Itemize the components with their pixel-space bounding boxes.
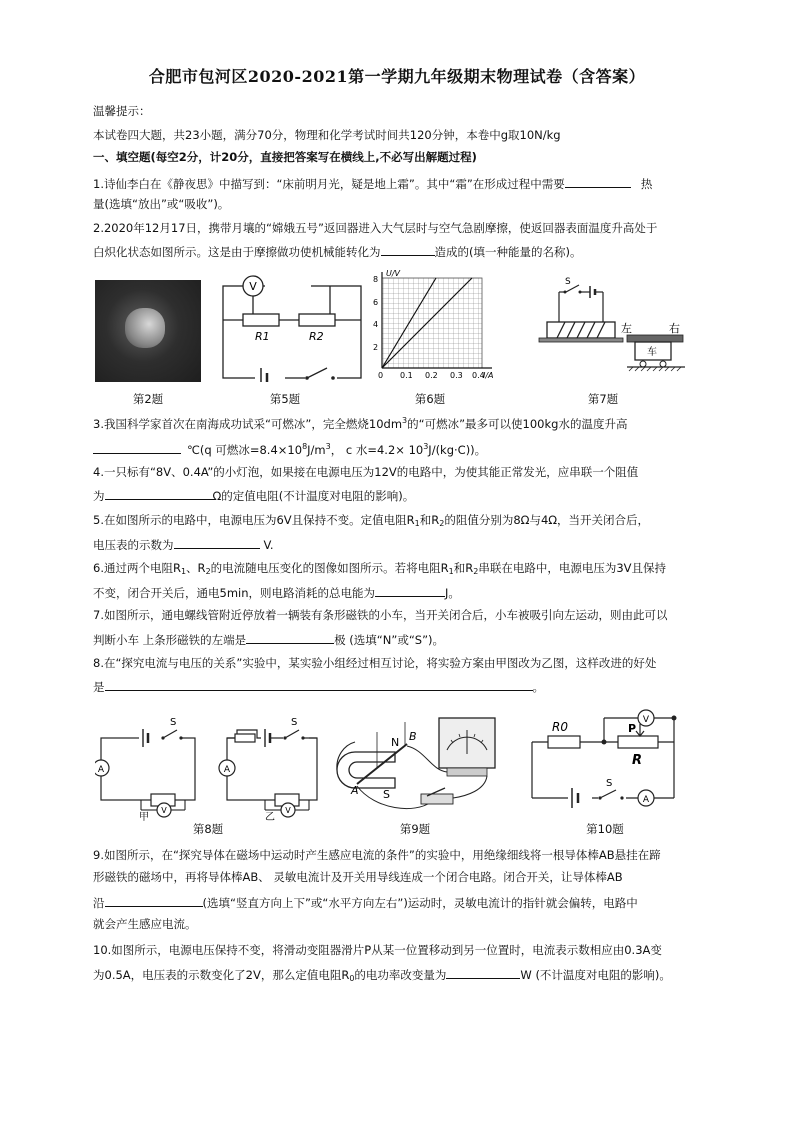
q9-cont-3: 就会产生感应电流。	[93, 917, 197, 931]
q3-sup-2: 8	[302, 442, 308, 451]
q6-text: 6.通过两个电阻R	[93, 561, 181, 575]
tip-label: 温馨提示：	[93, 104, 151, 118]
exam-description: 本试卷四大题，共23小题，满分70分，物理和化学考试时间共120分钟，本卷中g取10N/kg	[93, 128, 561, 142]
x-tick-0.1: 0.1	[400, 371, 413, 380]
q10-cont	[93, 966, 671, 982]
r0-label: R0	[552, 720, 568, 734]
resistor-r2	[299, 314, 335, 326]
q4-blank[interactable]	[105, 487, 213, 500]
caption-fig5: 第5题	[269, 392, 301, 406]
q9-cont-2	[93, 894, 638, 910]
q6-text-3: 的电流随电压变化的图像如图所示。若将电阻R	[210, 561, 449, 575]
r2-label: R2	[309, 330, 324, 343]
circuit-jia	[95, 717, 195, 822]
capsule-icon	[125, 308, 165, 348]
q3-text: 3.我国科学家首次在南海成功试采“可燃冰”，完全燃烧10dm	[93, 417, 403, 431]
ammeter-label: A	[97, 765, 105, 775]
switch-label: S	[170, 717, 177, 728]
q7-text: 判断小车 上条形磁铁的左端是	[93, 633, 247, 647]
q9-cont: 形磁铁的磁场中，再将导体棒AB、 灵敏电流计及开关用导线连成一个闭合电路。闭合开关，让导体棒AB	[93, 870, 623, 884]
right-label: 右	[669, 322, 680, 335]
q2-cont	[93, 243, 581, 259]
voltmeter-label: V	[161, 806, 167, 815]
q5-sub-2: 2	[439, 519, 445, 528]
q2-text-2: 造成的(填一种能量的名称)。	[434, 245, 582, 259]
q6-text-5: 串联在电路中，电源电压为3V且保持	[478, 561, 667, 575]
q10-sub: 0	[349, 974, 355, 983]
x-tick-0.3: 0.3	[450, 371, 463, 380]
q10-text: 为0.5A，电压表的示数变化了2V，那么定值电阻R	[93, 968, 350, 982]
q5-text-3: 的阻值分别为8Ω与4Ω，当开关闭合后，	[444, 513, 650, 527]
question-2: 2.2020年12月17日，携带月壤的“嫦娥五号”返回器进入大气层时与空气急剧摩擦，使返回器表面温度升高处于	[93, 221, 658, 235]
y-tick-6: 6	[373, 298, 379, 307]
q1-text: 1.诗仙李白在《静夜思》中描写到：“床前明月光，疑是地上霜”。其中“霜”在形成过程中需要	[93, 177, 565, 191]
question-4: 4.一只标有“8V、0.4A”的小灯泡，如果接在电源电压为12V的电路中，为使其能正常发光，应串联一个阻值	[93, 465, 639, 479]
question-3	[93, 417, 627, 431]
question-1	[93, 175, 652, 191]
q9-text-2: (选填“竖直方向上下”或“水平方向左右”)运动时，灵敏电流计的指针就会偏转，电路中	[202, 896, 638, 910]
q6-text-7: J。	[445, 586, 460, 600]
page-title: 合肥市包河区2020-2021第一学期九年级期末物理试卷（含答案）	[148, 67, 646, 86]
figure-8-circuits	[95, 712, 319, 822]
r-label: R	[632, 753, 643, 768]
yi-label: 乙	[265, 812, 275, 822]
q10-text-2: 的电功率改变量为	[354, 968, 447, 982]
q5-cont	[93, 536, 274, 552]
car-label: 车	[647, 347, 657, 358]
q3-formula-4: J/(kg·C))。	[428, 443, 487, 457]
horseshoe-magnet-icon	[337, 752, 395, 788]
q5-text-2: 和R	[419, 513, 440, 527]
caption-fig8: 第8题	[192, 822, 224, 836]
q6-text-4: 和R	[453, 561, 474, 575]
q5-blank[interactable]	[174, 536, 260, 549]
q6-blank[interactable]	[375, 584, 445, 597]
q5-text-5: V.	[263, 538, 274, 552]
left-label: 左	[621, 322, 632, 335]
q6-sub: 1	[180, 567, 187, 576]
q3-formula-2: J/m	[307, 443, 326, 457]
q2-text: 白炽化状态如图所示。这是由于摩擦做功使机械能转化为	[93, 245, 381, 259]
q10-blank[interactable]	[446, 966, 520, 979]
switch-icon	[421, 794, 453, 804]
q6-text-2: 、R	[186, 561, 206, 575]
switch-label: S	[565, 277, 571, 287]
q1-cont: 量(选填“放出”或“吸收”)。	[93, 197, 230, 211]
q3-cont	[93, 441, 486, 457]
q6-sub-4: 2	[473, 567, 479, 576]
y-tick-2: 2	[373, 343, 379, 352]
q10-text-3: W (不计温度对电阻的影响)。	[520, 968, 671, 982]
q9-blank[interactable]	[105, 894, 203, 907]
question-10: 10.如图所示，电源电压保持不变，将滑动变阻器滑片P从某一位置移动到另一位置时，电流表示数相应由0.3A变	[93, 943, 662, 957]
q8-blank[interactable]	[105, 678, 533, 691]
caption-fig10: 第10题	[586, 822, 624, 836]
q9-text: 沿	[93, 896, 105, 910]
q3-sup: 3	[402, 416, 408, 425]
caption-fig9: 第9题	[399, 822, 431, 836]
question-5	[93, 513, 649, 527]
caption-fig7: 第7题	[587, 392, 619, 406]
q6-text-6: 不变，闭合开关后，通电5min，则电路消耗的总电能为	[93, 586, 375, 600]
q6-sub-2: 2	[205, 567, 211, 576]
figure-5-circuit	[215, 270, 365, 382]
y-axis-label: U/V	[386, 269, 401, 278]
figure-2-photo	[95, 280, 201, 382]
q8-text-2: 。	[532, 680, 544, 694]
ammeter-label: A	[642, 795, 650, 805]
q6-cont	[93, 584, 460, 600]
q1-text-2: 热	[640, 177, 653, 191]
q3-formula-1: ℃(q 可燃冰=8.4×10	[187, 443, 303, 457]
caption-fig6: 第6题	[414, 392, 446, 406]
q3-sup-4: 3	[423, 442, 429, 451]
b-end-label: B	[409, 730, 417, 743]
caption-fig2: 第2题	[132, 392, 164, 406]
figure-10-circuit	[528, 698, 688, 810]
q1-blank[interactable]	[565, 175, 631, 188]
x-tick-0.4: 0.4	[472, 371, 485, 380]
q4-cont	[93, 487, 414, 503]
q5-text-4: 电压表的示数为	[93, 538, 174, 552]
resistor-r0	[548, 736, 580, 748]
q8-cont	[93, 678, 544, 694]
q3-text-2: 的“可燃冰”最多可以使100kg水的温度升高	[407, 417, 628, 431]
resistor-r1	[243, 314, 279, 326]
slider-p-label: P	[628, 722, 637, 735]
circuit-yi	[219, 717, 317, 822]
q7-text-2: 极 (选填“N”或“S”)。	[334, 633, 445, 647]
x-tick-0: 0	[378, 371, 384, 380]
voltmeter-label: V	[285, 806, 291, 815]
figure-9-magnet-galvanometer	[335, 710, 505, 820]
q8-text: 是	[93, 680, 105, 694]
q6-sub-3: 1	[448, 567, 454, 576]
question-9: 9.如图所示，在“探究导体在磁场中运动时产生感应电流的条件”的实验中，用绝缘细线将一根导体棒AB悬挂在蹄	[93, 848, 661, 862]
q3-sup-3: 3	[325, 442, 331, 451]
question-8: 8.在“探究电流与电压的关系”实验中，某实验小组经过相互讨论，将实验方案由甲图改为乙图，这样改进的好处	[93, 656, 657, 670]
q4-text-2: Ω的定值电阻(不计温度对电阻的影响)。	[212, 489, 415, 503]
jia-label: 甲	[139, 812, 149, 822]
q3-formula-3: ， c 水=4.2× 10	[330, 443, 424, 457]
question-6	[93, 561, 666, 575]
ammeter-label: A	[223, 765, 231, 775]
rheostat-icon	[235, 734, 255, 742]
bar-magnet-icon	[627, 335, 683, 342]
a-end-label: A	[351, 784, 359, 797]
switch-label: S	[291, 717, 298, 728]
voltmeter-label: V	[249, 280, 257, 293]
r1-label: R1	[255, 330, 270, 343]
q5-text: 5.在如图所示的电路中，电源电压为6V且保持不变。定值电阻R	[93, 513, 415, 527]
q3-blank[interactable]	[93, 441, 181, 454]
section-1-heading: 一、填空题(每空2分，计20分，直接把答案写在横线上,不必写出解题过程)	[93, 150, 477, 164]
q2-blank[interactable]	[381, 243, 435, 256]
n-pole-label: N	[391, 736, 400, 749]
y-tick-8: 8	[373, 275, 379, 284]
q5-sub: 1	[414, 519, 420, 528]
q7-blank[interactable]	[246, 631, 334, 644]
question-7: 7.如图所示，通电螺线管附近停放着一辆装有条形磁铁的小车，当开关闭合后，小车被吸引向左运动，则由此可以	[93, 608, 668, 622]
x-tick-0.2: 0.2	[425, 371, 438, 380]
y-tick-4: 4	[373, 320, 379, 329]
figure-7-solenoid	[535, 272, 695, 384]
switch-label: S	[606, 778, 613, 789]
figure-6-graph	[368, 268, 498, 384]
q4-text: 为	[93, 489, 105, 503]
x-axis-label: I/A	[483, 371, 494, 380]
rheostat-icon	[618, 736, 658, 748]
voltmeter-label: V	[642, 715, 650, 725]
s-pole-label: S	[383, 788, 390, 801]
q7-cont	[93, 631, 444, 647]
